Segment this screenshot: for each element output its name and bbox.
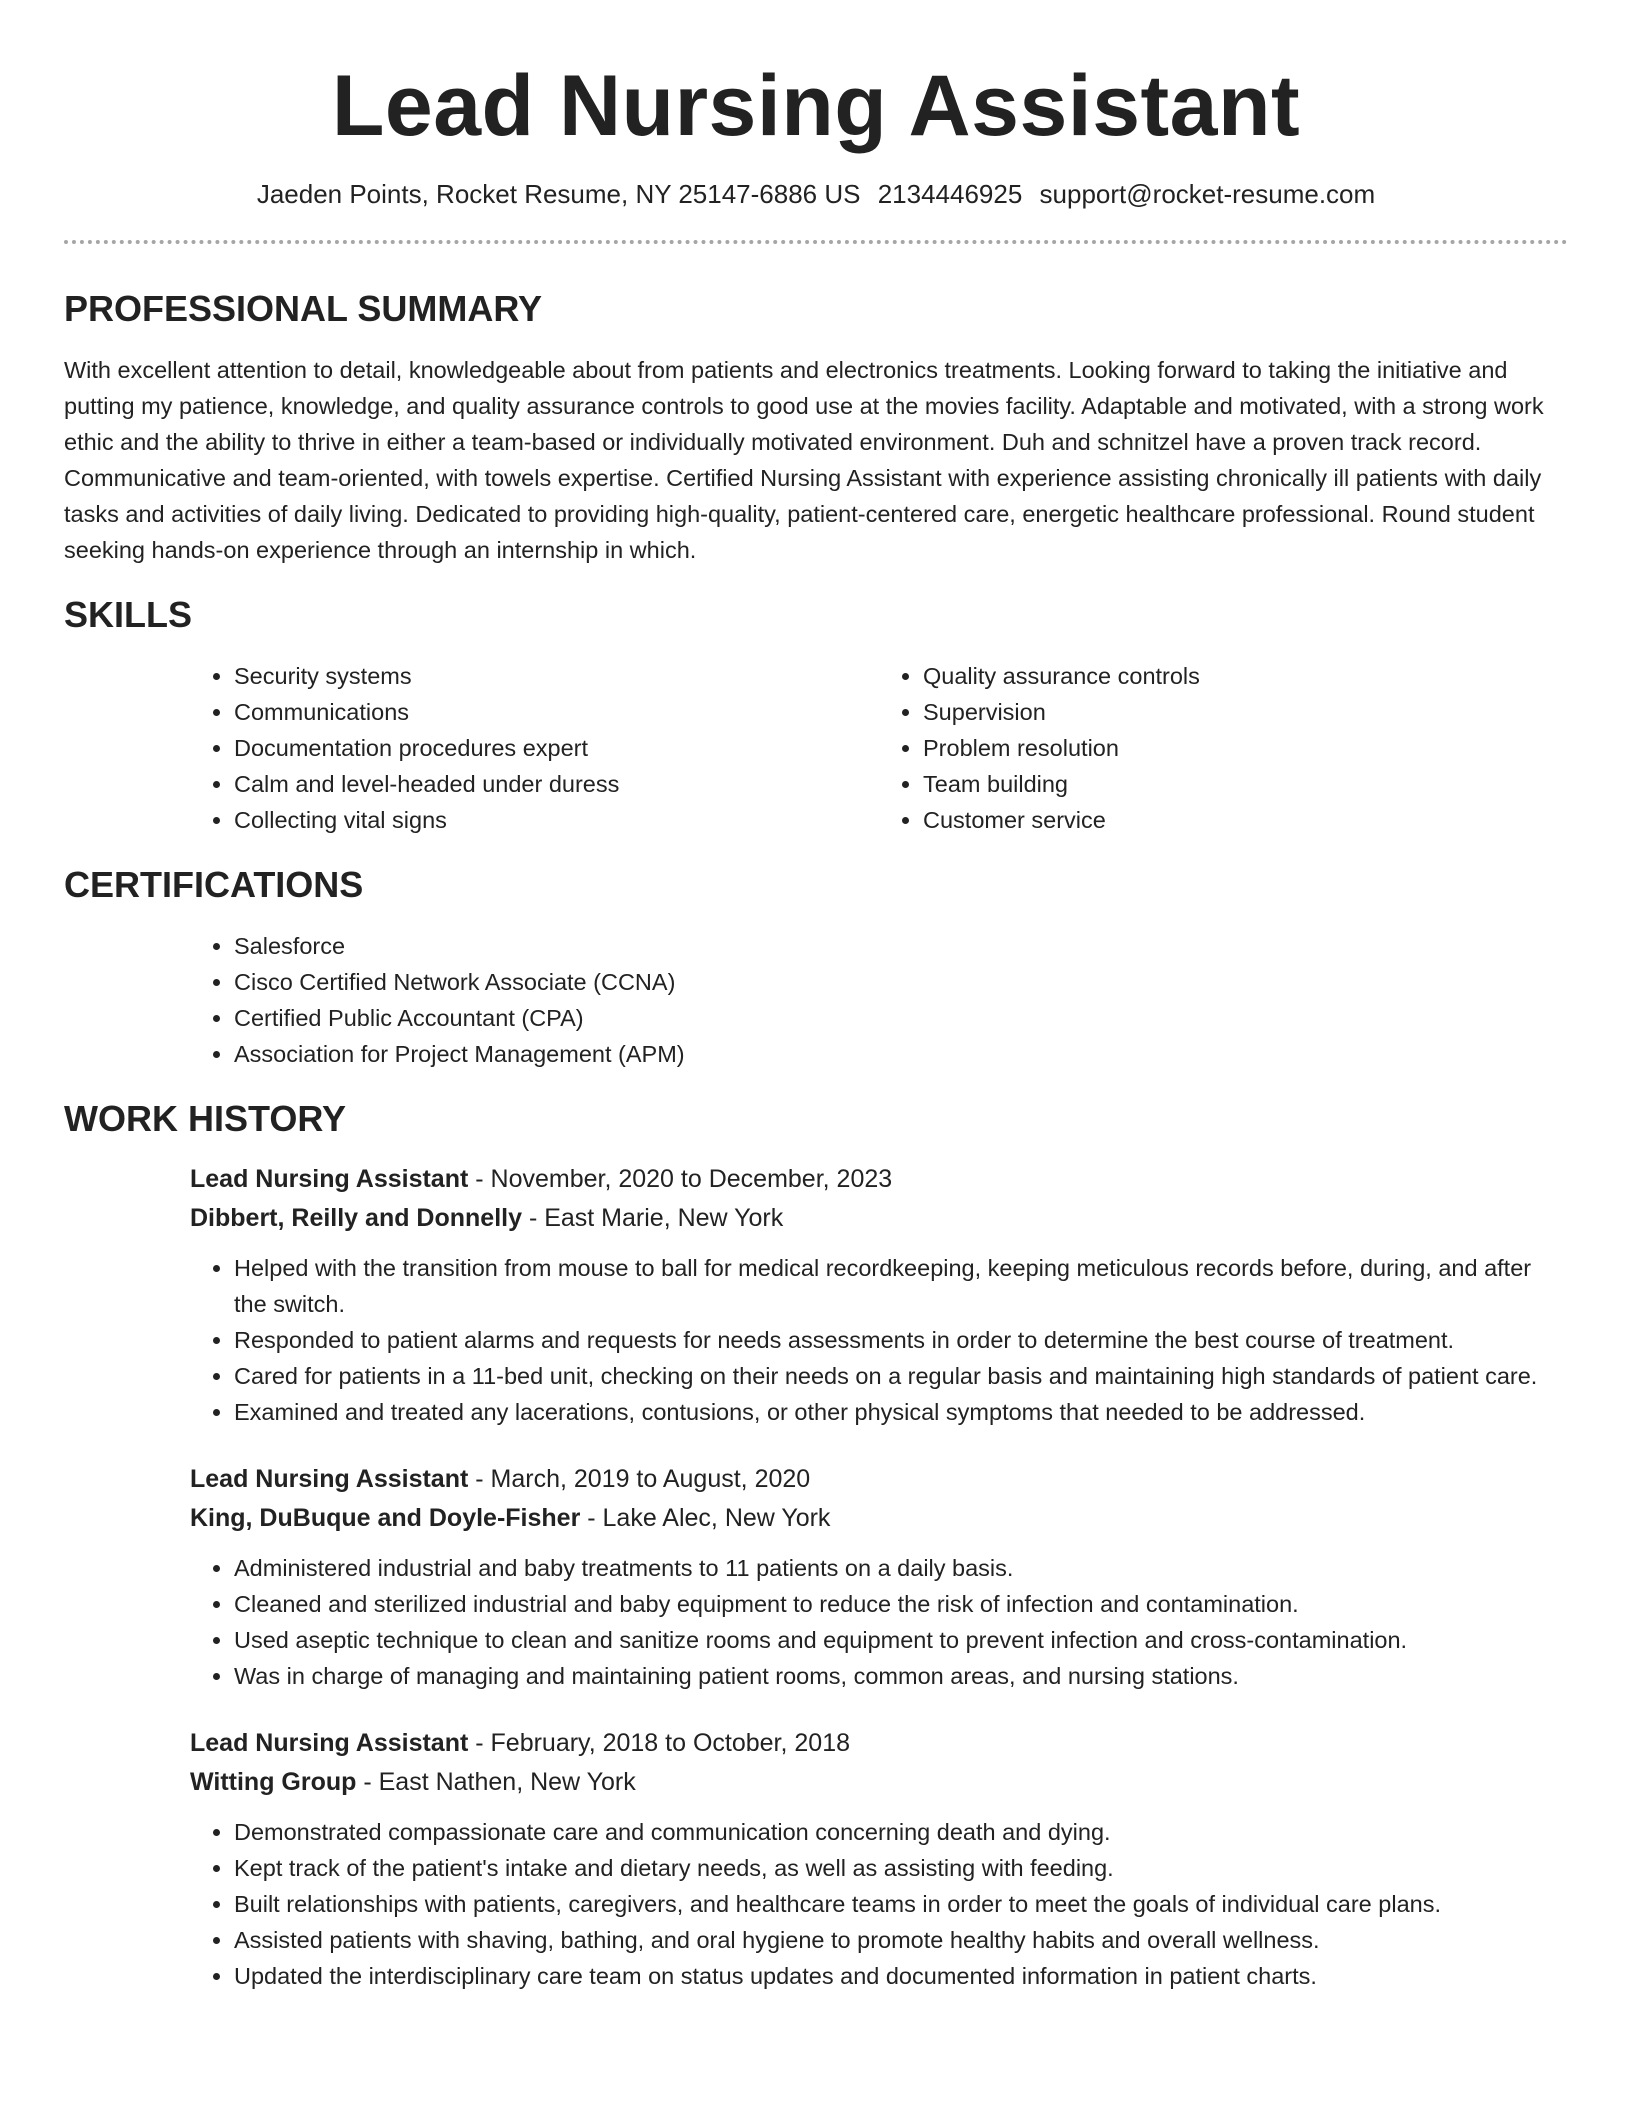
job-location: - East Nathen, New York	[356, 1768, 636, 1796]
job-bullet: • Demonstrated compassionate care and communication concerning death and dying.	[234, 1814, 1568, 1850]
job-location: - Lake Alec, New York	[580, 1504, 831, 1532]
job-entry	[190, 1460, 1568, 1694]
skill-item: • Customer service	[923, 802, 1568, 838]
job-bullet: • Cared for patients in a 11-bed unit, checking on their needs on a regular basis and maintaining high standards of patient care.	[234, 1358, 1568, 1394]
skills-grid	[190, 658, 1568, 838]
skills-list-right	[879, 658, 1568, 838]
certification-item: • Certified Public Accountant (CPA)	[234, 1000, 1568, 1036]
certification-item: • Cisco Certified Network Associate (CCNA)	[234, 964, 1568, 1000]
job-bullet-list	[190, 1250, 1568, 1430]
certifications-body	[190, 928, 1568, 1072]
skill-item: • Communications	[234, 694, 879, 730]
summary-section	[64, 288, 1568, 568]
certifications-heading: CERTIFICATIONS	[64, 864, 364, 905]
certifications-list	[190, 928, 1568, 1072]
certification-item: • Association for Project Management (APM)	[234, 1036, 1568, 1072]
contact-line	[64, 178, 1568, 210]
job-role: Lead Nursing Assistant	[190, 1465, 469, 1493]
job-title-line	[190, 1724, 1568, 1763]
skill-item: • Problem resolution	[923, 730, 1568, 766]
job-dates: - March, 2019 to August, 2020	[468, 1465, 811, 1493]
skill-item: • Team building	[923, 766, 1568, 802]
skill-item: • Quality assurance controls	[923, 658, 1568, 694]
job-bullet-list	[190, 1814, 1568, 1994]
job-bullet: • Kept track of the patient's intake and dietary needs, as well as assisting with feeding.	[234, 1850, 1568, 1886]
resume-title: Lead Nursing Assistant	[331, 58, 1301, 154]
skill-item: • Collecting vital signs	[234, 802, 879, 838]
certification-item: • Salesforce	[234, 928, 1568, 964]
summary-heading: PROFESSIONAL SUMMARY	[64, 288, 543, 329]
work-history-section	[64, 1098, 1568, 1994]
job-dates: - February, 2018 to October, 2018	[468, 1729, 850, 1757]
job-company-line	[190, 1199, 1568, 1238]
job-dates: - November, 2020 to December, 2023	[468, 1165, 893, 1193]
job-location: - East Marie, New York	[522, 1204, 784, 1232]
job-title-line	[190, 1460, 1568, 1499]
job-company: King, DuBuque and Doyle-Fisher	[190, 1504, 581, 1532]
resume-page	[64, 0, 1568, 1994]
job-bullet: • Administered industrial and baby treatments to 11 patients on a daily basis.	[234, 1550, 1568, 1586]
contact-address: Jaeden Points, Rocket Resume, NY 25147-6886 US	[256, 179, 861, 209]
job-bullet: • Examined and treated any lacerations, contusions, or other physical symptoms that needed to be addressed.	[234, 1394, 1568, 1430]
job-bullet: • Used aseptic technique to clean and sanitize rooms and equipment to prevent infection and cross-contamination.	[234, 1622, 1568, 1658]
job-bullet: • Cleaned and sterilized industrial and baby equipment to reduce the risk of infection and contamination.	[234, 1586, 1568, 1622]
job-company: Witting Group	[190, 1768, 357, 1796]
job-bullet: • Responded to patient alarms and requests for needs assessments in order to determine the best course of treatment.	[234, 1322, 1568, 1358]
job-company: Dibbert, Reilly and Donnelly	[190, 1204, 522, 1232]
job-bullet: • Was in charge of managing and maintaining patient rooms, common areas, and nursing stations.	[234, 1658, 1568, 1694]
skill-item: • Security systems	[234, 658, 879, 694]
job-bullet: • Assisted patients with shaving, bathing, and oral hygiene to promote healthy habits and overall wellness.	[234, 1922, 1568, 1958]
contact-email: support@rocket-resume.com	[1039, 179, 1376, 209]
skills-list-left	[190, 658, 879, 838]
job-entry	[190, 1724, 1568, 1994]
skills-heading: SKILLS	[64, 594, 193, 635]
skill-item: • Supervision	[923, 694, 1568, 730]
job-company-line	[190, 1763, 1568, 1802]
job-bullet: • Updated the interdisciplinary care team on status updates and documented information in patient charts.	[234, 1958, 1568, 1994]
job-company-line	[190, 1499, 1568, 1538]
header-divider	[64, 240, 1568, 244]
job-role: Lead Nursing Assistant	[190, 1165, 469, 1193]
job-bullet: • Helped with the transition from mouse to ball for medical recordkeeping, keeping meticulous records before, during, and after the switch.	[234, 1250, 1568, 1322]
job-bullet: • Built relationships with patients, caregivers, and healthcare teams in order to meet the goals of individual care plans.	[234, 1886, 1568, 1922]
job-role: Lead Nursing Assistant	[190, 1729, 469, 1757]
job-title-line	[190, 1160, 1568, 1199]
skill-item: • Calm and level-headed under duress	[234, 766, 879, 802]
job-bullet-list	[190, 1550, 1568, 1694]
skill-item: • Documentation procedures expert	[234, 730, 879, 766]
contact-phone: 2134446925	[877, 179, 1023, 209]
summary-text: With excellent attention to detail, knowledgeable about from patients and electronics treatments. Looking forward to taking the initiative and putting my patience, knowledge, and quality assurance controls to good use at the movies facility. Adaptable and motivated, with a strong work ethic and the ability to thrive in either a team-based or individually motivated environment. Duh and schnitzel have a proven track record. Communicative and team-oriented, with towels expertise. Certified Nursing Assistant with experience assisting chronically ill patients with daily tasks and activities of daily living. Dedicated to providing high-quality, patient-centered care, energetic healthcare professional. Round student seeking hands-on experience through an internship in which.	[64, 357, 1544, 563]
skills-section	[64, 594, 1568, 838]
certifications-section	[64, 864, 1568, 1072]
work-history-heading: WORK HISTORY	[64, 1098, 347, 1139]
job-entry	[190, 1160, 1568, 1430]
